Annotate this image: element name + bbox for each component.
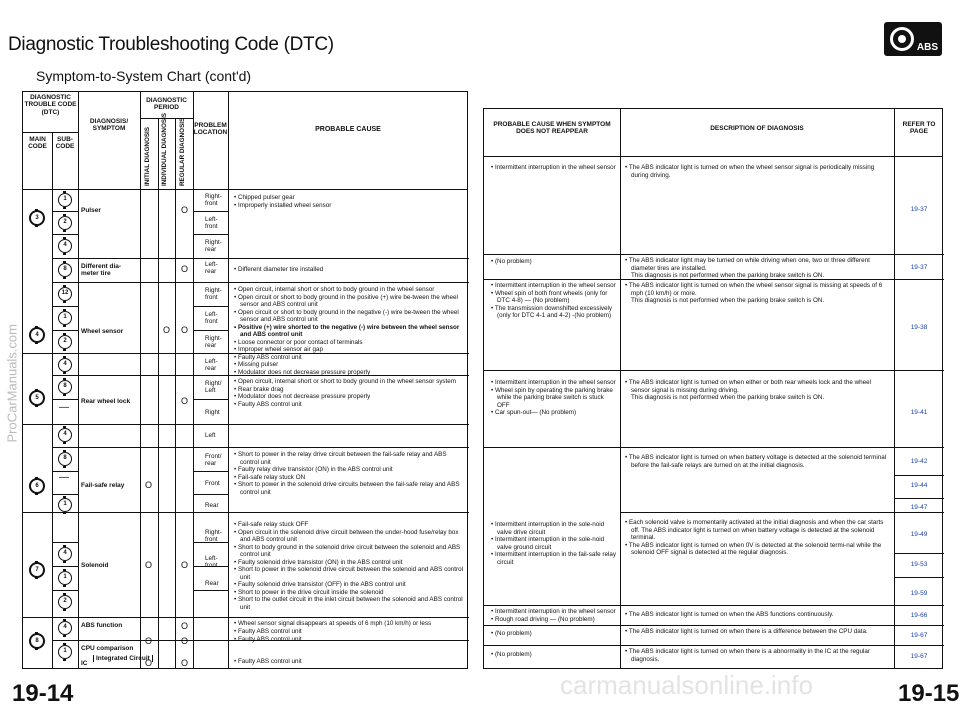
symptom-system-table [22,91,468,669]
page-number-left: 19-14 [12,680,74,705]
table-header [23,92,467,190]
location: Left-front [205,311,218,326]
abs-badge-label: ABS [916,42,938,53]
row-8-cause: • (No problem) [491,630,532,637]
location: Right/ Left [205,380,222,395]
period-mark: O [145,480,153,490]
sub-code-icon: 2 [58,216,72,230]
page-ref[interactable]: 19-37 [910,264,928,271]
sub-code-icon: 4 [58,547,72,561]
page-ref[interactable]: 19-59 [910,590,928,597]
header-diagnosis: DIAGNOSIS/ SYMPTOM [89,118,129,133]
header-probable-cause: PROBABLE CAUSE [315,126,381,133]
row-6-cause: • Intermittent interruption in the sole-noid valve drive circuit • Intermittent interruption in the sole-noid valve ground circuit • Intermittent interruption in the fail-safe relay circuit [491,521,617,566]
header-dtc: DIAGNOSTIC TROUBLE CODE (DTC) [24,94,77,116]
row-4-cause: • Intermittent interruption in the wheel sensor • Wheel spin by operating the parking brake while the parking brake switch is stuck OFF • Car spun-out— (No problem) [491,379,616,417]
sub-code-icon: 1 [58,571,72,585]
cause-cpu: • Faulty ABS control unit [234,636,302,643]
period-mark: O [181,636,189,646]
header-main-code: MAIN CODE [28,136,47,151]
row-9-description: • The ABS indicator light is turned on when there is a abnormality in the IC at the regular diagnosis. [625,648,871,663]
row-9-cause: • (No problem) [491,651,532,658]
row-8-description: • The ABS indicator light is turned on when there is a difference between the CPU data. [625,628,868,635]
sub-code-icon: 2 [58,595,72,609]
diag-rear-wheel-lock: Rear wheel lock [81,398,131,405]
page-ref[interactable]: 19-67 [910,632,928,639]
sub-code-icon: 4 [58,621,72,635]
sub-code-icon: 4 [58,239,72,253]
diag-integrated-circuit: Integrated Circuit [93,655,153,662]
main-code-icon: 5 [29,390,45,406]
cause-fail-safe-relay: • Short to power in the relay drive circuit between the fail-safe relay and ABS control unit • Faulty relay drive transistor (ON) in the ABS control unit • Fail-safe relay stuck ON • Short to power in the solenoid drive circuits between the fail-safe relay and ABS control unit [234,451,460,496]
row-3-description: • The ABS indicator light is turned on when the wheel sensor signal is missing at speeds of 6 mph (10 km/h) or more. This diagnosis is not performed when the parking brake switch is ON. [625,282,883,305]
page-ref[interactable]: 19-66 [910,612,928,619]
page-ref[interactable]: 19-49 [910,531,928,538]
diag-cpu-comparison: CPU comparison [81,645,134,652]
location: Left-front [205,216,218,231]
cause-pulser: • Chipped pulser gear • Improperly installed wheel sensor [234,194,332,209]
location: Left-rear [205,358,218,373]
page-ref[interactable]: 19-42 [910,458,928,465]
period-mark: O [163,325,171,335]
location: Rear [205,580,219,587]
location: Right [205,409,220,416]
page-ref[interactable]: 19-38 [910,324,928,331]
row-6-description: • Each solenoid valve is momentarily activated at the initial diagnosis and when the car starts off. The ABS indicator light is turned on when battery voltage is detected at the solenoid terminal. • The ABS indicator light is turned on when 0V is detected at the solenoid termi-nal while the solenoid OFF signal is detected at the regular diagnosis. [625,519,884,557]
period-mark: O [181,658,189,668]
diag-different-tire: Different dia- meter tire [81,263,122,277]
header-refer-to: REFER TO PAGE [902,121,936,136]
period-mark: O [145,636,153,646]
brake-disc-icon [890,27,914,51]
header-regular: REGULAR DIAGNOSIS [179,117,186,186]
period-mark: O [181,205,189,215]
location: Right-front [205,193,222,208]
diag-solenoid: Solenoid [81,562,109,569]
side-watermark: ProCarManuals.com [4,324,20,443]
sub-code-icon: 2 [58,335,72,349]
sub-code-dash: — [59,402,69,413]
location: Right-rear [205,239,222,254]
cause-rear-wheel-lock: • Open circuit, internal short or short to body ground in the wheel sensor system • Rear brake drag • Modulator does not decrease pressure properly • Faulty ABS control unit [234,378,457,408]
period-mark: O [181,560,189,570]
row-7-description: • The ABS indicator light is turned on when the ABS functions continuously. [625,611,834,618]
row-2-description: • The ABS indicator light may be turned on while driving when one, two or three different diameter tires are installed. This diagnosis is not performed when the parking brake switch is ON. [625,257,870,280]
location: Front/ rear [205,453,222,468]
cause-wheel-sensor: • Open circuit, internal short or short to body ground in the wheel sensor • Open circuit or short to body ground in the positive (+) wire be-tween the wheel sensor and ABS control unit • Open circuit or short to body ground in the negative (-) wire be-tween the wheel sensor and ABS control unit • Positive (+) wire shorted to the negative (-) wire between the wheel sensor and ABS control unit • Loose connector or poor contact of terminals • Improper wheel sensor air gap • Faulty ABS control unit • Missing pulser • Modulator does not decrease pressure properly [234,286,460,377]
diag-ic: IC [81,660,88,667]
page-ref[interactable]: 19-67 [910,653,928,660]
period-mark: O [181,396,189,406]
row-1-cause: • Intermittent interruption in the wheel sensor [491,164,616,171]
main-code-icon: 4 [29,327,45,343]
header-initial: INITIAL DIAGNOSIS [144,126,151,186]
bottom-watermark: carmanualsonline.info [560,670,813,700]
page-ref[interactable]: 19-44 [910,482,928,489]
main-code-icon: 3 [29,210,45,226]
location: Front [205,480,220,487]
sub-code-icon: 1 [58,193,72,207]
sub-code-icon: 4 [58,358,72,372]
location: Right-front [205,287,222,302]
cause-tire: • Different diameter tire installed [234,266,324,273]
abs-badge [884,22,942,56]
sub-code-icon: 1 [58,311,72,325]
header-sub-code: SUB-CODE [55,136,75,151]
page-ref[interactable]: 19-41 [910,409,928,416]
cause-ic: • Faulty ABS control unit [234,658,302,665]
diagnosis-description-table [483,108,943,669]
period-mark: O [145,560,153,570]
header-probable-cause-no-reappear: PROBABLE CAUSE WHEN SYMPTOM DOES NOT REAPPEAR [493,121,611,136]
location: Right-front [205,529,222,544]
location: Left-rear [205,261,218,276]
header-problem-location: PROBLEM LOCATION [193,122,228,137]
sub-code-icon: 1 [58,645,72,659]
header-individual: INDIVIDUAL DIAGNOSIS [161,112,168,186]
location: Rear [205,502,219,509]
sub-code-icon: 8 [58,263,72,277]
sub-code-icon: 1 [58,498,72,512]
location: Left [205,432,216,439]
sub-code-dash: — [59,472,69,483]
cause-abs-function: • Wheel sensor signal disappears at speeds of 6 mph (10 km/h) or less • Faulty ABS control unit [234,620,432,635]
main-code-icon: 7 [29,562,45,578]
period-mark: O [181,325,189,335]
page-ref[interactable]: 19-37 [910,206,928,213]
period-mark: O [181,264,189,274]
main-code-icon: 6 [29,478,45,494]
page-number-right: 19-15 [898,680,960,705]
row-3-cause: • Intermittent interruption in the wheel sensor • Wheel spin of both front wheels (only for DTC 4-8) — (No problem) • The transmission downshifted excessively (only for DTC 4-1 and 4-2) -(No problem) [491,282,616,320]
sub-code-icon: 4 [58,428,72,442]
diag-abs-function: ABS function [81,622,123,629]
header-diagnostic-period: DIAGNOSTIC PERIOD [146,97,187,112]
row-4-description: • The ABS indicator light is turned on when either or both rear wheels lock and the wheel sensor signal is missing during driving. This diagnosis is not performed when the parking brake switch is ON. [625,379,872,402]
location: Left-front [205,555,218,570]
header-description: DESCRIPTION OF DIAGNOSIS [710,125,804,132]
row-5-description: • The ABS indicator light is turned on when battery voltage is detected at the solenoid terminal before the fail-safe relays are turned on at the initial diagnosis. [625,454,887,469]
page-title: Diagnostic Troubleshooting Code (DTC) [8,34,334,55]
page-ref[interactable]: 19-47 [910,504,928,511]
diag-wheel-sensor: Wheel sensor [81,328,124,335]
period-mark: O [181,621,189,631]
row-7-cause: • Intermittent interruption in the wheel sensor • Rough road driving — (No problem) [491,608,616,623]
diag-fail-safe-relay: Fail-safe relay [81,482,125,489]
cause-solenoid: • Fail-safe relay stuck OFF • Open circuit in the solenoid drive circuit between the under-hood fuse/relay box and ABS control unit • Short to body ground in the solenoid drive circuit between the solenoid and ABS control unit • Faulty solenoid drive transistor (ON) in the ABS control unit • Short to power in the solenoid drive circuit between the solenoid and ABS control unit • Faulty solenoid drive transistor (OFF) in the ABS control unit • Short to power in the drive circuit inside the solenoid • Short to the outlet circuit in the inlet circuit between the solenoid and ABS control unit [234,521,464,612]
row-1-description: • The ABS indicator light is turned on when the wheel sensor signal is periodically missing during driving. [625,164,875,179]
period-mark: O [145,658,153,668]
location: Right-rear [205,335,222,350]
page-subtitle: Symptom-to-System Chart (cont'd) [36,68,252,84]
sub-code-icon: 8 [58,452,72,466]
sub-code-icon: 8 [58,380,72,394]
page-ref[interactable]: 19-53 [910,561,928,568]
main-code-icon: 8 [29,633,45,649]
row-2-cause: • (No problem) [491,258,532,265]
sub-code-icon: 12 [58,287,72,301]
diag-pulser: Pulser [81,207,101,214]
